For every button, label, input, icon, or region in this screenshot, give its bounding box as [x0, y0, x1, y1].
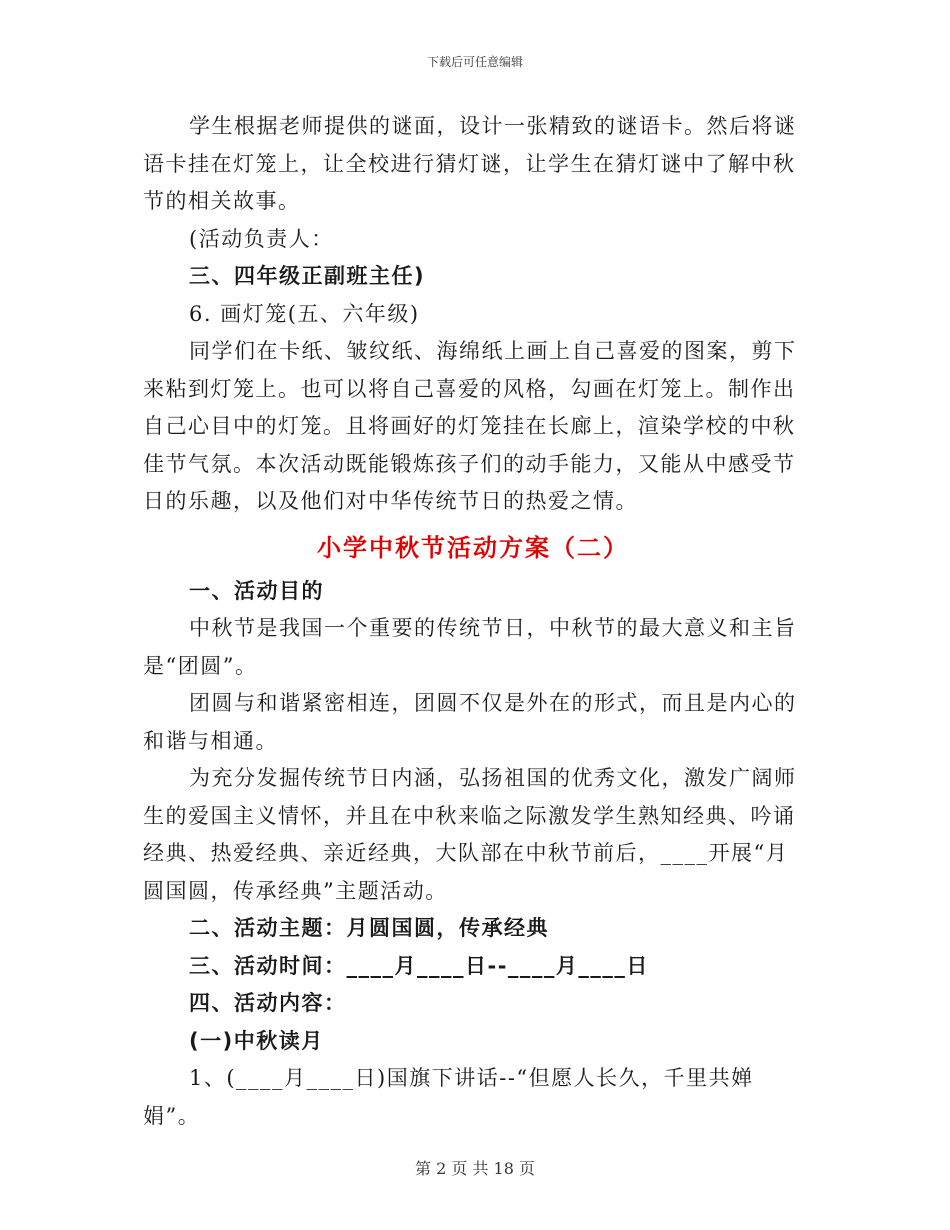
document-body	[143, 108, 803, 1135]
responsible-person-line: (活动负责人：	[189, 226, 334, 251]
paragraph-riddle-card: 学生根据老师提供的谜面，设计一张精致的谜语卡。然后将谜语卡挂在灯笼上，让全校进行猜灯谜，让学生在猜灯谜中了解中秋节的相关故事。	[143, 114, 797, 213]
paragraph-draw-lantern: 同学们在卡纸、皱纹纸、海绵纸上画上自己喜爱的图案，剪下来粘到灯笼上。也可以将自己喜爱的风格，勾画在灯笼上。制作出自己心目中的灯笼。且将画好的灯笼挂在长廊上，渲染学校的中秋佳节气氛。本次活动既能锻炼孩子们的动手能力，又能从中感受节日的乐趣，以及他们对中华传统节日的热爱之情。	[143, 339, 797, 513]
heading-activity-purpose: 一、活动目的	[189, 578, 324, 603]
heading-activity-content: 四、活动内容：	[189, 991, 347, 1015]
paragraph-purpose-2: 团圆与和谐紧密相连，团圆不仅是外在的形式，而且是内心的和谐与相通。	[143, 691, 797, 753]
heading-grade-four-teachers: 三、四年级正副班主任)	[189, 264, 426, 288]
section-title: 小学中秋节活动方案（二）	[317, 532, 629, 562]
header-note: 下载后可任意编辑	[426, 55, 523, 69]
item-six-draw-lantern: 6. 画灯笼(五、六年级)	[189, 301, 420, 326]
item-one-flag-speech: 1、(____月____日)国旗下讲话--“但愿人长久，千里共婵娟”。	[143, 1066, 754, 1128]
paragraph-purpose-1: 中秋节是我国一个重要的传统节日，中秋节的最大意义和主旨是“团圆”。	[143, 616, 797, 678]
paragraph-purpose-3: 为充分发掘传统节日内涵，弘扬祖国的优秀文化，激发广阔师生的爱国主义情怀，并且在中秋来临之际激发学生熟知经典、吟诵经典、热爱经典、亲近经典，大队部在中秋节前后，____开展“月圆国圆，传承经典”主题活动。	[143, 766, 797, 903]
heading-activity-theme: 二、活动主题：月圆国圆，传承经典	[189, 916, 549, 940]
sub-heading-read-moon: (一)中秋读月	[189, 1028, 324, 1053]
heading-activity-time: 三、活动时间：____月____日--____月____日	[189, 953, 649, 978]
page-number-footer: 第 2 页 共 18 页	[415, 1159, 535, 1178]
